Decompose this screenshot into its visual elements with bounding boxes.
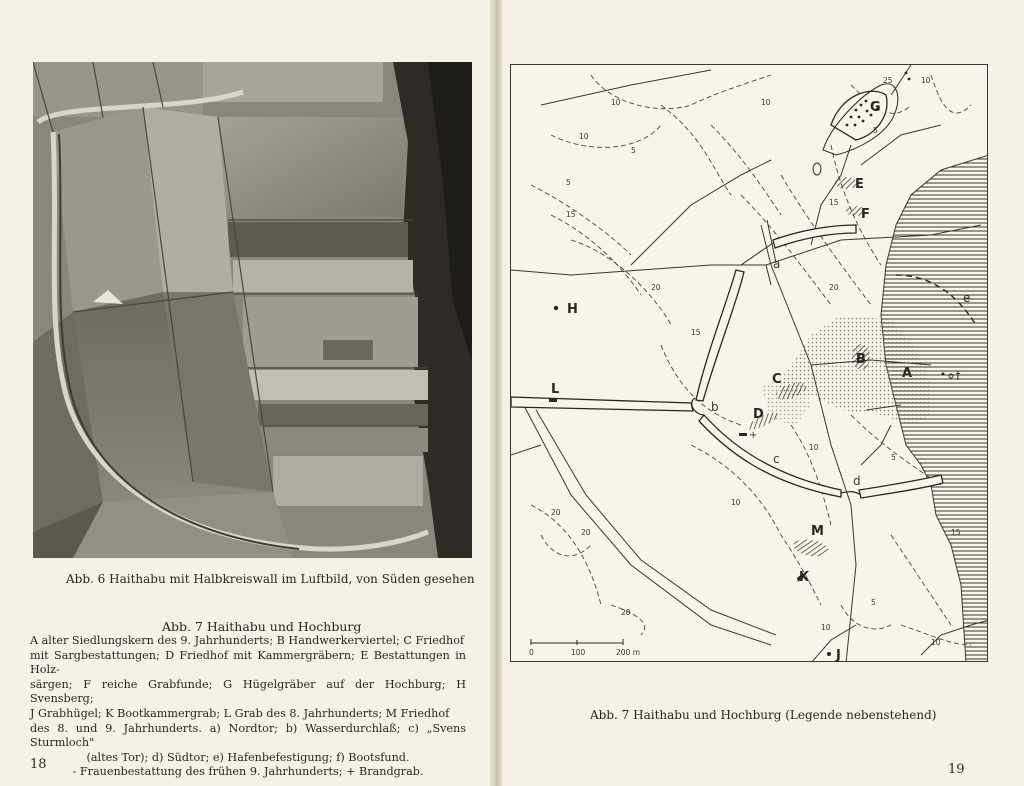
map-label-J: J <box>836 648 841 662</box>
map-label-F: F <box>861 207 870 222</box>
contour-label: 20 <box>651 283 661 292</box>
map-label-D: D <box>753 407 764 422</box>
photo-caption: Abb. 6 Haithabu mit Halbkreiswall im Luftbild, von Süden gesehen <box>66 572 475 586</box>
legend-line: (altes Tor); d) Südtor; e) Hafenbefestigung; f) Bootsfund. <box>86 750 410 764</box>
legend-line: A alter Siedlungskern des 9. Jahrhunderts; B Handwerkerviertel; C Friedhof <box>30 634 465 647</box>
scale-label: 200 m <box>616 648 641 657</box>
map-label-K: K <box>799 570 810 585</box>
legend-line: des 8. und 9. Jahrhunderts. a) Nordtor; b) Wasserdurchlaß; c) „Svens Sturmloch" <box>30 721 466 750</box>
scale-bar <box>529 639 640 657</box>
contour-label: 20 <box>829 283 839 292</box>
map-label-H: H <box>567 302 578 317</box>
legend-line: mit Sargbestattungen; D Friedhof mit Kammergräbern; E Bestattungen in Holz- <box>30 648 466 677</box>
contour-label: 25 <box>883 76 893 85</box>
contour-label: 10 <box>579 132 589 141</box>
contour-label: 5 <box>891 453 896 462</box>
map-label-d: d <box>853 474 861 488</box>
legend-line: särgen; F reiche Grabfunde; G Hügelgräber auf der Hochburg; H Svensberg; <box>30 677 466 706</box>
contour-label: 5 <box>871 598 876 607</box>
map-label-e: e <box>963 291 971 305</box>
map-label-f: f <box>956 369 961 383</box>
contour-label: 10 <box>809 443 819 452</box>
map-label-B: B <box>856 352 866 367</box>
map-label-E: E <box>855 177 864 192</box>
site-map-drawing <box>511 65 988 662</box>
contour-label: 10 <box>931 638 941 647</box>
map-label-A: A <box>902 366 913 381</box>
contour-label: 20 <box>621 608 631 617</box>
page-number-left: 18 <box>30 757 47 772</box>
map-label-a: a <box>773 257 781 271</box>
scale-label: 0 <box>529 648 534 657</box>
svg-text:+: + <box>749 430 758 441</box>
map-legend <box>30 634 466 780</box>
map-label-G: G <box>870 100 881 115</box>
left-page <box>0 0 496 786</box>
map-label-L: L <box>551 382 560 397</box>
contour-label: 15 <box>691 328 701 337</box>
site-map <box>510 64 988 662</box>
contour-label: 15 <box>951 528 961 537</box>
legend-line: J Grabhügel; K Bootkammergrab; L Grab des 8. Jahrhunderts; M Friedhof <box>30 706 450 720</box>
map-label-c: c <box>773 452 780 466</box>
legend-line: - Frauenbestattung des frühen 9. Jahrhunderts; + Brandgrab. <box>72 765 424 779</box>
contour-label: 5 <box>566 178 571 187</box>
contour-label: 10 <box>761 98 771 107</box>
contour-label: 15 <box>829 198 839 207</box>
map-label-C: C <box>772 372 782 387</box>
contour-label: 5 <box>631 146 636 155</box>
contour-label: 10 <box>821 623 831 632</box>
contour-label: 10 <box>731 498 741 507</box>
contour-label: 5 <box>873 126 878 135</box>
contour-label: 15 <box>566 210 576 219</box>
contour-label: 20 <box>551 508 561 517</box>
scale-label: 100 <box>571 648 586 657</box>
aerial-photo-image <box>33 62 472 558</box>
contour-label: 10 <box>611 98 621 107</box>
aerial-photo <box>33 62 472 558</box>
map-label-b: b <box>711 400 719 414</box>
legend-title: Abb. 7 Haithabu und Hochburg <box>162 619 362 634</box>
map-label-M: M <box>811 524 824 539</box>
contour-label: 10 <box>921 76 931 85</box>
page-number-right: 19 <box>948 762 965 777</box>
contour-label: 20 <box>581 528 591 537</box>
map-caption: Abb. 7 Haithabu und Hochburg (Legende nebenstehend) <box>590 708 937 722</box>
